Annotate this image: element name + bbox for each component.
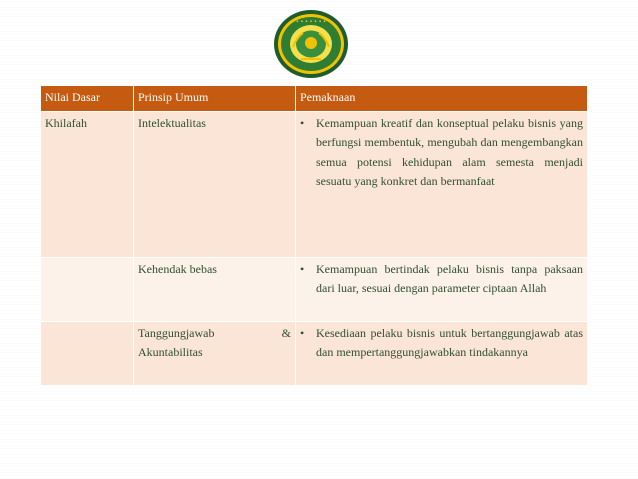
cell-prinsip: Intelektualitas — [134, 111, 296, 257]
table-row — [41, 321, 588, 385]
cell-prinsip — [134, 321, 296, 385]
cell-pemaknaan — [296, 111, 588, 257]
header-prinsip-umum: Prinsip Umum — [134, 86, 296, 112]
values-table — [40, 85, 588, 386]
bullet-icon: • — [300, 115, 305, 130]
cell-pemaknaan — [296, 257, 588, 321]
svg-text:• • • • • • •: • • • • • • • — [295, 19, 327, 25]
bullet-icon: • — [300, 261, 305, 276]
university-logo — [271, 3, 351, 83]
header-nilai-dasar: Nilai Dasar — [41, 86, 134, 112]
pemaknaan-text: Kemampuan kreatif dan konseptual pelaku bisnis yang berfungsi membentuk, mengubah dan mengembangkan semua potensi kehidupan alam semesta menjadi sesuatu yang konkret dan bermanfaat — [316, 115, 583, 188]
prinsip-text-a: Tanggungjawab — [138, 325, 215, 340]
cell-nilai — [41, 321, 134, 385]
table-header-row — [41, 86, 588, 112]
cell-pemaknaan — [296, 321, 588, 385]
header-pemaknaan: Pemaknaan — [296, 86, 588, 112]
pemaknaan-text: Kemampuan bertindak pelaku bisnis tanpa paksaan dari luar, sesuai dengan parameter ciptaan Allah — [316, 261, 583, 295]
bullet-icon: • — [300, 325, 305, 340]
pemaknaan-text: Kesediaan pelaku bisnis untuk bertanggungjawab atas dan mempertanggungjawabkan tindakannya — [316, 325, 583, 359]
table-row — [41, 257, 588, 321]
cell-prinsip: Kehendak bebas — [134, 257, 296, 321]
cell-nilai: Khilafah — [41, 111, 134, 257]
cell-nilai — [41, 257, 134, 321]
table-row — [41, 111, 588, 257]
prinsip-text-b: & — [281, 325, 291, 340]
prinsip-text-c: Akuntabilitas — [138, 345, 203, 359]
